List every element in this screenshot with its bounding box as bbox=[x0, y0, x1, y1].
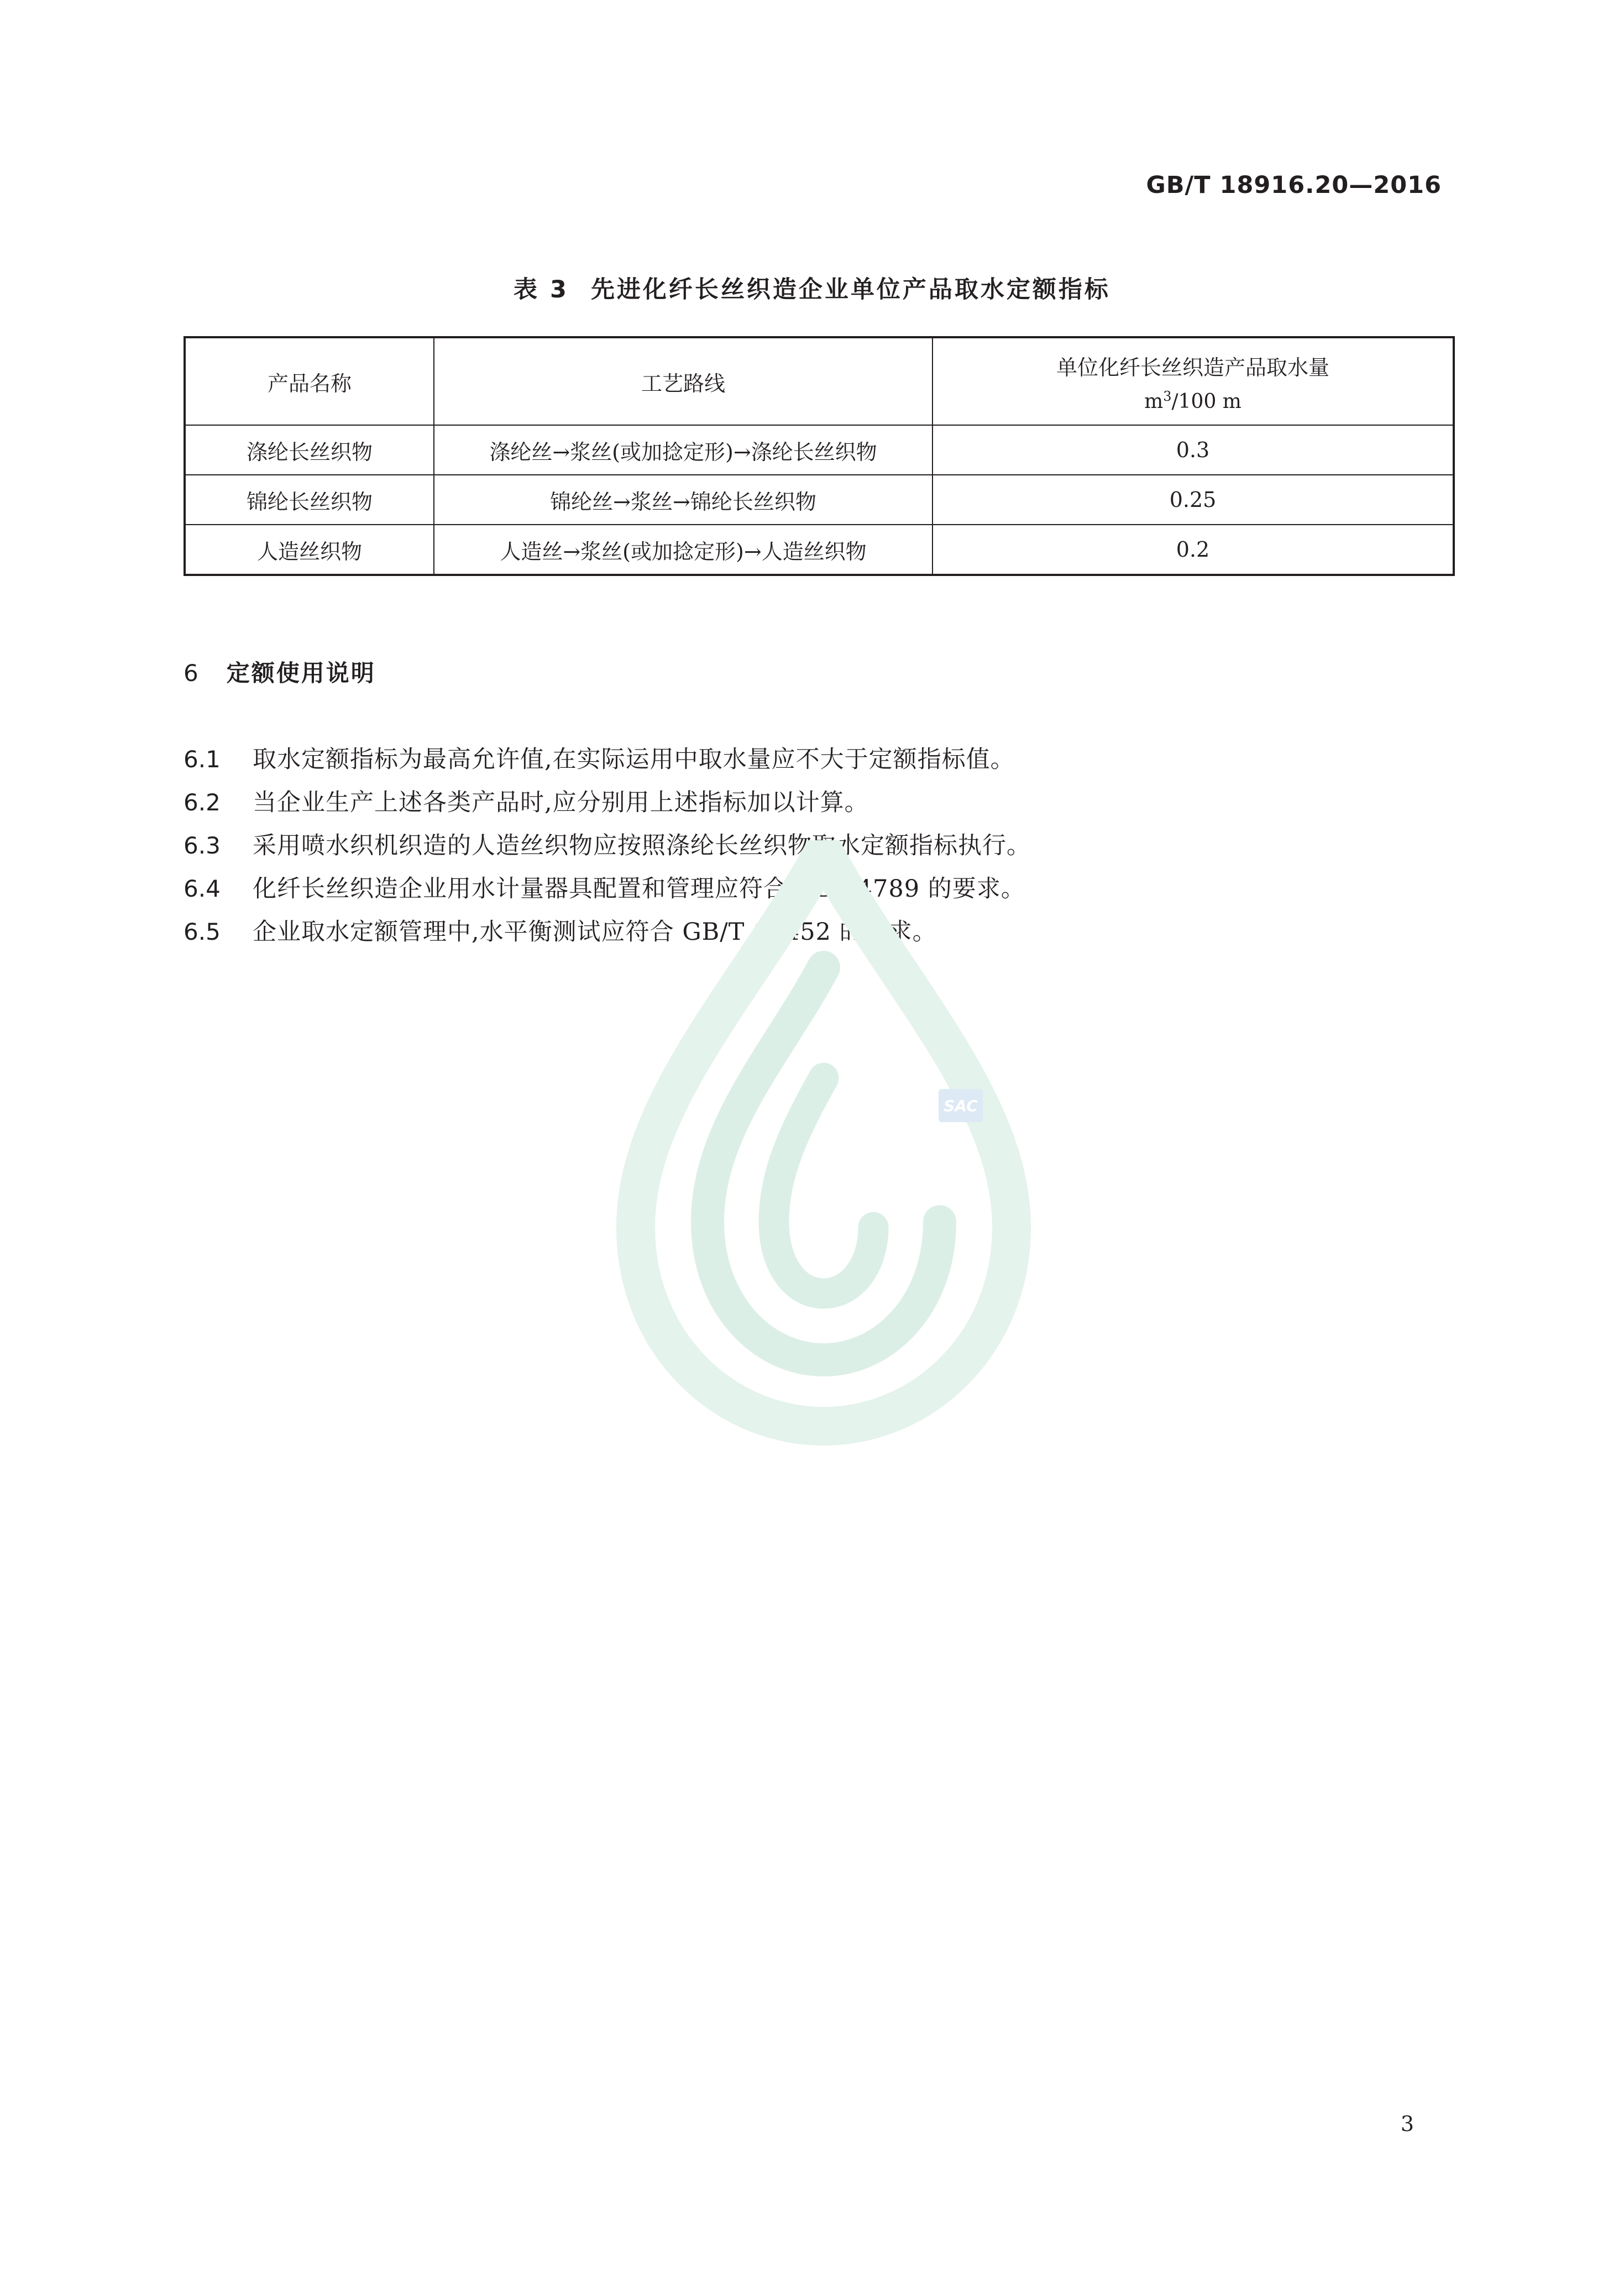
standard-number: GB/T 18916.20—2016 bbox=[1146, 171, 1442, 199]
clause-item bbox=[184, 738, 1455, 781]
clause-number: 6.1 bbox=[184, 746, 221, 773]
table-title: 先进化纤长丝织造企业单位产品取水定额指标 bbox=[590, 276, 1110, 303]
table-row bbox=[185, 475, 1454, 525]
clause-text: 采用喷水织机织造的人造丝织物应按照涤纶长丝织物取水定额指标执行。 bbox=[253, 832, 1031, 860]
cell-value: 0.25 bbox=[933, 475, 1454, 525]
water-drop-logo-icon bbox=[614, 840, 1034, 1448]
watermark-badge-text: SAC bbox=[944, 1097, 978, 1115]
cell-process: 涤纶丝→浆丝(或加捻定形)→涤纶长丝织物 bbox=[434, 425, 933, 475]
cell-product: 人造丝织物 bbox=[185, 525, 434, 575]
section-number: 6 bbox=[184, 659, 200, 687]
table-number: 表 3 bbox=[514, 276, 569, 303]
unit-base: m bbox=[1144, 390, 1164, 413]
clause-item bbox=[184, 781, 1455, 824]
cell-product: 锦纶长丝织物 bbox=[185, 475, 434, 525]
clause-text: 企业取水定额管理中,水平衡测试应符合 GB/T 12452 的要求。 bbox=[253, 918, 937, 946]
table-caption bbox=[0, 271, 1624, 305]
header-quota-label: 单位化纤长丝织造产品取水量 bbox=[1056, 355, 1329, 380]
header-product-name: 产品名称 bbox=[185, 337, 434, 425]
header-water-quota bbox=[933, 337, 1454, 425]
clause-text: 当企业生产上述各类产品时,应分别用上述指标加以计算。 bbox=[253, 789, 869, 816]
header-process-route: 工艺路线 bbox=[434, 337, 933, 425]
unit-superscript: 3 bbox=[1163, 388, 1172, 404]
cell-process: 人造丝→浆丝(或加捻定形)→人造丝织物 bbox=[434, 525, 933, 575]
clause-number: 6.4 bbox=[184, 875, 221, 902]
cell-product: 涤纶长丝织物 bbox=[185, 425, 434, 475]
cell-value: 0.2 bbox=[933, 525, 1454, 575]
cell-value: 0.3 bbox=[933, 425, 1454, 475]
clause-text: 取水定额指标为最高允许值,在实际运用中取水量应不大于定额指标值。 bbox=[253, 746, 1015, 773]
section-title: 定额使用说明 bbox=[226, 659, 376, 687]
unit-per: /100 m bbox=[1171, 390, 1241, 413]
clause-text: 化纤长丝织造企业用水计量器具配置和管理应符合 GB 24789 的要求。 bbox=[253, 875, 1025, 903]
header-quota-unit bbox=[933, 389, 1453, 413]
table-row bbox=[185, 425, 1454, 475]
clause-number: 6.5 bbox=[184, 918, 221, 945]
section-heading bbox=[184, 655, 376, 688]
table-header-row bbox=[185, 337, 1454, 425]
clause-number: 6.3 bbox=[184, 832, 221, 859]
clause-number: 6.2 bbox=[184, 789, 221, 816]
page-number: 3 bbox=[1400, 2112, 1414, 2136]
table-row bbox=[185, 525, 1454, 575]
water-quota-table bbox=[184, 336, 1455, 576]
cell-process: 锦纶丝→浆丝→锦纶长丝织物 bbox=[434, 475, 933, 525]
